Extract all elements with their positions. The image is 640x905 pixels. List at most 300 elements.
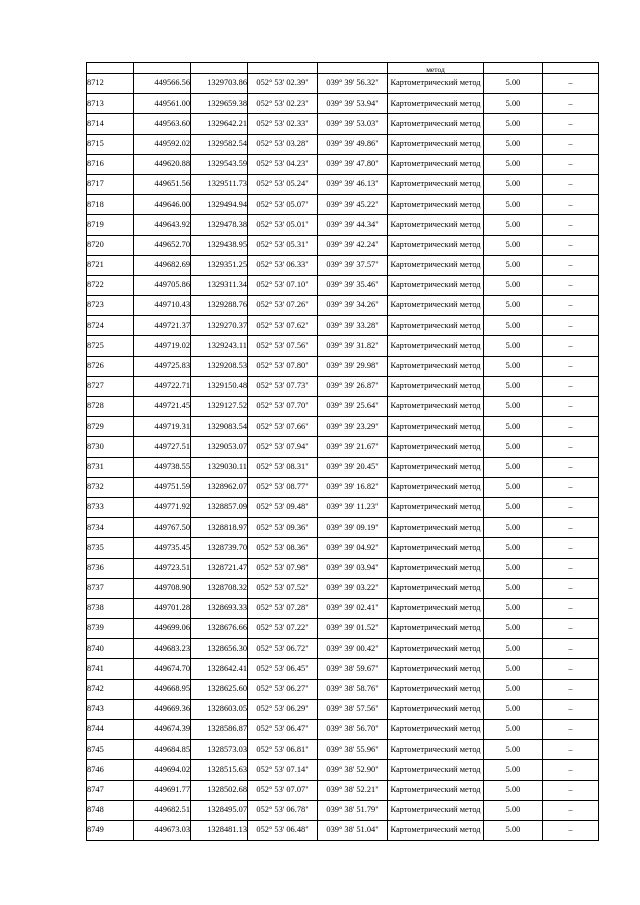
method-cell: Картометрический метод — [388, 94, 484, 114]
latitude-cell: 052° 53' 07.56" — [248, 336, 318, 356]
longitude-cell: 039° 39' 34.26" — [318, 296, 388, 316]
accuracy-cell: 5.00 — [484, 780, 543, 800]
point-number-cell: 8737 — [87, 578, 134, 598]
accuracy-cell: 5.00 — [484, 477, 543, 497]
point-number-cell: 8742 — [87, 679, 134, 699]
table-row — [87, 720, 599, 740]
method-cell: Картометрический метод — [388, 740, 484, 760]
longitude-cell: 039° 39' 09.19" — [318, 518, 388, 538]
point-number-cell: 8712 — [87, 74, 134, 94]
accuracy-cell: 5.00 — [484, 235, 543, 255]
y-coordinate-cell: 1329030.11 — [191, 457, 248, 477]
method-cell: Картометрический метод — [388, 74, 484, 94]
note-cell: – — [543, 497, 599, 517]
note-cell: – — [543, 619, 599, 639]
y-coordinate-cell: 1328515.63 — [191, 760, 248, 780]
table-row — [87, 820, 599, 840]
x-coordinate-cell: 449646.00 — [134, 195, 191, 215]
y-coordinate-cell: 1329311.34 — [191, 275, 248, 295]
x-coordinate-cell: 449735.45 — [134, 538, 191, 558]
table-row — [87, 477, 599, 497]
y-coordinate-cell: 1329270.37 — [191, 316, 248, 336]
x-coordinate-cell: 449683.23 — [134, 639, 191, 659]
point-number-cell: 8741 — [87, 659, 134, 679]
longitude-cell: 039° 39' 03.94" — [318, 558, 388, 578]
y-coordinate-cell: 1328502.68 — [191, 780, 248, 800]
table-row — [87, 235, 599, 255]
note-cell: – — [543, 598, 599, 618]
y-coordinate-cell: 1328603.05 — [191, 699, 248, 719]
table-row — [87, 659, 599, 679]
y-coordinate-cell: 1329083.54 — [191, 417, 248, 437]
latitude-cell: 052° 53' 02.39" — [248, 74, 318, 94]
longitude-cell: 039° 39' 23.29" — [318, 417, 388, 437]
table-row — [87, 780, 599, 800]
note-cell: – — [543, 94, 599, 114]
longitude-cell: 039° 39' 44.34" — [318, 215, 388, 235]
y-coordinate-cell: 1328481.13 — [191, 820, 248, 840]
y-coordinate-cell: 1329703.86 — [191, 74, 248, 94]
method-cell: Картометрический метод — [388, 578, 484, 598]
y-coordinate-cell: 1328676.66 — [191, 619, 248, 639]
x-coordinate-cell: 449674.70 — [134, 659, 191, 679]
longitude-cell: 039° 38' 57.56" — [318, 699, 388, 719]
longitude-cell: 039° 38' 51.04" — [318, 820, 388, 840]
table-row — [87, 255, 599, 275]
table-row — [87, 74, 599, 94]
y-coordinate-cell: 1329150.48 — [191, 376, 248, 396]
accuracy-cell: 5.00 — [484, 659, 543, 679]
point-number-cell: 8727 — [87, 376, 134, 396]
table-row — [87, 679, 599, 699]
point-number-cell: 8717 — [87, 174, 134, 194]
table-row — [87, 397, 599, 417]
y-coordinate-cell: 1329208.53 — [191, 356, 248, 376]
point-number-cell: 8733 — [87, 497, 134, 517]
longitude-cell: 039° 39' 46.13" — [318, 174, 388, 194]
method-cell: Картометрический метод — [388, 215, 484, 235]
latitude-cell: 052° 53' 07.66" — [248, 417, 318, 437]
y-coordinate-cell: 1328495.07 — [191, 800, 248, 820]
latitude-cell: 052° 53' 05.07" — [248, 195, 318, 215]
note-cell: – — [543, 679, 599, 699]
point-number-cell: 8739 — [87, 619, 134, 639]
method-cell: Картометрический метод — [388, 336, 484, 356]
latitude-cell: 052° 53' 07.52" — [248, 578, 318, 598]
longitude-cell: 039° 39' 00.42" — [318, 639, 388, 659]
accuracy-cell: 5.00 — [484, 316, 543, 336]
method-cell: Картометрический метод — [388, 457, 484, 477]
accuracy-cell: 5.00 — [484, 195, 543, 215]
accuracy-cell: 5.00 — [484, 679, 543, 699]
note-cell: – — [543, 296, 599, 316]
table-row — [87, 94, 599, 114]
accuracy-cell: 5.00 — [484, 417, 543, 437]
longitude-cell: 039° 39' 04.92" — [318, 538, 388, 558]
accuracy-cell: 5.00 — [484, 518, 543, 538]
continuation-row — [87, 63, 599, 74]
table-row — [87, 114, 599, 134]
longitude-cell: 039° 39' 26.87" — [318, 376, 388, 396]
x-coordinate-cell: 449719.31 — [134, 417, 191, 437]
accuracy-cell: 5.00 — [484, 639, 543, 659]
table-row — [87, 275, 599, 295]
point-number-cell: 8731 — [87, 457, 134, 477]
x-coordinate-cell: 449620.88 — [134, 154, 191, 174]
table-row — [87, 639, 599, 659]
latitude-cell: 052° 53' 07.26" — [248, 296, 318, 316]
point-number-cell: 8722 — [87, 275, 134, 295]
x-coordinate-cell: 449710.43 — [134, 296, 191, 316]
point-number-cell: 8725 — [87, 336, 134, 356]
accuracy-cell: 5.00 — [484, 174, 543, 194]
note-cell: – — [543, 356, 599, 376]
y-coordinate-cell: 1329288.76 — [191, 296, 248, 316]
accuracy-cell: 5.00 — [484, 215, 543, 235]
point-number-cell: 8729 — [87, 417, 134, 437]
y-coordinate-cell: 1328721.47 — [191, 558, 248, 578]
accuracy-cell: 5.00 — [484, 296, 543, 316]
longitude-cell: 039° 39' 35.46" — [318, 275, 388, 295]
latitude-cell: 052° 53' 06.81" — [248, 740, 318, 760]
point-number-cell: 8736 — [87, 558, 134, 578]
longitude-cell: 039° 38' 52.21" — [318, 780, 388, 800]
longitude-cell: 039° 39' 53.03" — [318, 114, 388, 134]
longitude-cell: 039° 38' 51.79" — [318, 800, 388, 820]
method-cell: Картометрический метод — [388, 518, 484, 538]
method-cell: Картометрический метод — [388, 356, 484, 376]
point-number-cell: 8740 — [87, 639, 134, 659]
method-cell: Картометрический метод — [388, 134, 484, 154]
note-cell: – — [543, 699, 599, 719]
x-coordinate-cell: 449668.95 — [134, 679, 191, 699]
table-row — [87, 740, 599, 760]
accuracy-cell: 5.00 — [484, 619, 543, 639]
accuracy-cell: 5.00 — [484, 437, 543, 457]
point-number-cell: 8714 — [87, 114, 134, 134]
table-cell — [484, 63, 543, 74]
accuracy-cell: 5.00 — [484, 255, 543, 275]
note-cell: – — [543, 720, 599, 740]
table-cell — [543, 63, 599, 74]
method-cell: Картометрический метод — [388, 437, 484, 457]
latitude-cell: 052° 53' 07.07" — [248, 780, 318, 800]
y-coordinate-cell: 1328625.60 — [191, 679, 248, 699]
note-cell: – — [543, 154, 599, 174]
longitude-cell: 039° 39' 02.41" — [318, 598, 388, 618]
latitude-cell: 052° 53' 06.29" — [248, 699, 318, 719]
latitude-cell: 052° 53' 08.31" — [248, 457, 318, 477]
note-cell: – — [543, 760, 599, 780]
latitude-cell: 052° 53' 07.98" — [248, 558, 318, 578]
x-coordinate-cell: 449727.51 — [134, 437, 191, 457]
point-number-cell: 8745 — [87, 740, 134, 760]
method-cell: Картометрический метод — [388, 619, 484, 639]
table-row — [87, 376, 599, 396]
method-cell: Картометрический метод — [388, 699, 484, 719]
table-row — [87, 457, 599, 477]
note-cell: – — [543, 376, 599, 396]
note-cell: – — [543, 235, 599, 255]
note-cell: – — [543, 275, 599, 295]
table-row — [87, 699, 599, 719]
table-row — [87, 195, 599, 215]
accuracy-cell: 5.00 — [484, 760, 543, 780]
method-cell: метод — [388, 63, 484, 74]
x-coordinate-cell: 449725.83 — [134, 356, 191, 376]
y-coordinate-cell: 1329543.59 — [191, 154, 248, 174]
x-coordinate-cell: 449643.92 — [134, 215, 191, 235]
coordinates-table — [86, 62, 599, 841]
point-number-cell: 8734 — [87, 518, 134, 538]
method-cell: Картометрический метод — [388, 376, 484, 396]
note-cell: – — [543, 457, 599, 477]
accuracy-cell: 5.00 — [484, 114, 543, 134]
y-coordinate-cell: 1329478.38 — [191, 215, 248, 235]
table-row — [87, 619, 599, 639]
point-number-cell: 8720 — [87, 235, 134, 255]
x-coordinate-cell: 449708.90 — [134, 578, 191, 598]
longitude-cell: 039° 38' 52.90" — [318, 760, 388, 780]
longitude-cell: 039° 39' 20.45" — [318, 457, 388, 477]
accuracy-cell: 5.00 — [484, 497, 543, 517]
latitude-cell: 052° 53' 07.70" — [248, 397, 318, 417]
method-cell: Картометрический метод — [388, 316, 484, 336]
table-row — [87, 134, 599, 154]
point-number-cell: 8724 — [87, 316, 134, 336]
y-coordinate-cell: 1329438.95 — [191, 235, 248, 255]
point-number-cell: 8749 — [87, 820, 134, 840]
longitude-cell: 039° 38' 56.70" — [318, 720, 388, 740]
method-cell: Картометрический метод — [388, 417, 484, 437]
latitude-cell: 052° 53' 06.78" — [248, 800, 318, 820]
y-coordinate-cell: 1328656.30 — [191, 639, 248, 659]
point-number-cell: 8716 — [87, 154, 134, 174]
x-coordinate-cell: 449699.06 — [134, 619, 191, 639]
latitude-cell: 052° 53' 07.10" — [248, 275, 318, 295]
point-number-cell: 8715 — [87, 134, 134, 154]
note-cell: – — [543, 74, 599, 94]
y-coordinate-cell: 1328857.09 — [191, 497, 248, 517]
x-coordinate-cell: 449566.56 — [134, 74, 191, 94]
longitude-cell: 039° 39' 11.23" — [318, 497, 388, 517]
accuracy-cell: 5.00 — [484, 275, 543, 295]
y-coordinate-cell: 1328586.87 — [191, 720, 248, 740]
latitude-cell: 052° 53' 07.22" — [248, 619, 318, 639]
note-cell: – — [543, 397, 599, 417]
accuracy-cell: 5.00 — [484, 820, 543, 840]
accuracy-cell: 5.00 — [484, 558, 543, 578]
note-cell: – — [543, 255, 599, 275]
note-cell: – — [543, 659, 599, 679]
note-cell: – — [543, 417, 599, 437]
accuracy-cell: 5.00 — [484, 376, 543, 396]
y-coordinate-cell: 1328573.03 — [191, 740, 248, 760]
longitude-cell: 039° 38' 59.67" — [318, 659, 388, 679]
point-number-cell: 8719 — [87, 215, 134, 235]
accuracy-cell: 5.00 — [484, 457, 543, 477]
note-cell: – — [543, 477, 599, 497]
y-coordinate-cell: 1329582.54 — [191, 134, 248, 154]
accuracy-cell: 5.00 — [484, 356, 543, 376]
accuracy-cell: 5.00 — [484, 740, 543, 760]
accuracy-cell: 5.00 — [484, 598, 543, 618]
method-cell: Картометрический метод — [388, 255, 484, 275]
longitude-cell: 039° 39' 45.22" — [318, 195, 388, 215]
method-cell: Картометрический метод — [388, 659, 484, 679]
note-cell: – — [543, 134, 599, 154]
note-cell: – — [543, 800, 599, 820]
y-coordinate-cell: 1328962.07 — [191, 477, 248, 497]
table-row — [87, 215, 599, 235]
latitude-cell: 052° 53' 06.48" — [248, 820, 318, 840]
method-cell: Картометрический метод — [388, 558, 484, 578]
latitude-cell: 052° 53' 06.45" — [248, 659, 318, 679]
table-row — [87, 800, 599, 820]
table-row — [87, 497, 599, 517]
point-number-cell: 8744 — [87, 720, 134, 740]
latitude-cell: 052° 53' 07.80" — [248, 356, 318, 376]
table-cell — [191, 63, 248, 74]
table-row — [87, 417, 599, 437]
point-number-cell: 8721 — [87, 255, 134, 275]
longitude-cell: 039° 39' 03.22" — [318, 578, 388, 598]
table-row — [87, 538, 599, 558]
method-cell: Картометрический метод — [388, 538, 484, 558]
table-cell — [87, 63, 134, 74]
table-cell — [134, 63, 191, 74]
x-coordinate-cell: 449767.50 — [134, 518, 191, 538]
method-cell: Картометрический метод — [388, 477, 484, 497]
y-coordinate-cell: 1328693.33 — [191, 598, 248, 618]
table-cell — [248, 63, 318, 74]
x-coordinate-cell: 449721.37 — [134, 316, 191, 336]
point-number-cell: 8728 — [87, 397, 134, 417]
accuracy-cell: 5.00 — [484, 578, 543, 598]
accuracy-cell: 5.00 — [484, 336, 543, 356]
longitude-cell: 039° 39' 29.98" — [318, 356, 388, 376]
point-number-cell: 8735 — [87, 538, 134, 558]
point-number-cell: 8738 — [87, 598, 134, 618]
point-number-cell: 8747 — [87, 780, 134, 800]
longitude-cell: 039° 39' 49.86" — [318, 134, 388, 154]
note-cell: – — [543, 174, 599, 194]
latitude-cell: 052° 53' 08.36" — [248, 538, 318, 558]
latitude-cell: 052° 53' 09.48" — [248, 497, 318, 517]
y-coordinate-cell: 1329511.73 — [191, 174, 248, 194]
x-coordinate-cell: 449592.02 — [134, 134, 191, 154]
x-coordinate-cell: 449723.51 — [134, 558, 191, 578]
latitude-cell: 052° 53' 07.14" — [248, 760, 318, 780]
longitude-cell: 039° 38' 58.76" — [318, 679, 388, 699]
longitude-cell: 039° 39' 31.82" — [318, 336, 388, 356]
y-coordinate-cell: 1329642.21 — [191, 114, 248, 134]
point-number-cell: 8718 — [87, 195, 134, 215]
point-number-cell: 8746 — [87, 760, 134, 780]
longitude-cell: 039° 39' 53.94" — [318, 94, 388, 114]
accuracy-cell: 5.00 — [484, 154, 543, 174]
table-row — [87, 558, 599, 578]
accuracy-cell: 5.00 — [484, 397, 543, 417]
table-body — [87, 63, 599, 841]
method-cell: Картометрический метод — [388, 397, 484, 417]
latitude-cell: 052° 53' 07.94" — [248, 437, 318, 457]
point-number-cell: 8748 — [87, 800, 134, 820]
x-coordinate-cell: 449563.60 — [134, 114, 191, 134]
note-cell: – — [543, 820, 599, 840]
latitude-cell: 052° 53' 02.23" — [248, 94, 318, 114]
note-cell: – — [543, 114, 599, 134]
method-cell: Картометрический метод — [388, 275, 484, 295]
x-coordinate-cell: 449684.85 — [134, 740, 191, 760]
x-coordinate-cell: 449682.51 — [134, 800, 191, 820]
method-cell: Картометрический метод — [388, 296, 484, 316]
note-cell: – — [543, 558, 599, 578]
note-cell: – — [543, 215, 599, 235]
table-row — [87, 598, 599, 618]
longitude-cell: 039° 39' 37.57" — [318, 255, 388, 275]
longitude-cell: 039° 39' 25.64" — [318, 397, 388, 417]
latitude-cell: 052° 53' 07.73" — [248, 376, 318, 396]
y-coordinate-cell: 1329243.11 — [191, 336, 248, 356]
x-coordinate-cell: 449771.92 — [134, 497, 191, 517]
method-cell: Картометрический метод — [388, 497, 484, 517]
latitude-cell: 052° 53' 04.23" — [248, 154, 318, 174]
x-coordinate-cell: 449669.36 — [134, 699, 191, 719]
x-coordinate-cell: 449674.39 — [134, 720, 191, 740]
longitude-cell: 039° 39' 01.52" — [318, 619, 388, 639]
longitude-cell: 039° 39' 42.24" — [318, 235, 388, 255]
point-number-cell: 8743 — [87, 699, 134, 719]
accuracy-cell: 5.00 — [484, 134, 543, 154]
point-number-cell: 8732 — [87, 477, 134, 497]
y-coordinate-cell: 1328818.97 — [191, 518, 248, 538]
point-number-cell: 8730 — [87, 437, 134, 457]
x-coordinate-cell: 449738.55 — [134, 457, 191, 477]
latitude-cell: 052° 53' 05.01" — [248, 215, 318, 235]
y-coordinate-cell: 1328642.41 — [191, 659, 248, 679]
method-cell: Картометрический метод — [388, 174, 484, 194]
note-cell: – — [543, 740, 599, 760]
note-cell: – — [543, 538, 599, 558]
method-cell: Картометрический метод — [388, 235, 484, 255]
table-row — [87, 174, 599, 194]
table-row — [87, 518, 599, 538]
note-cell: – — [543, 578, 599, 598]
y-coordinate-cell: 1328708.32 — [191, 578, 248, 598]
longitude-cell: 039° 39' 56.32" — [318, 74, 388, 94]
table-cell — [318, 63, 388, 74]
table-row — [87, 437, 599, 457]
longitude-cell: 039° 39' 33.28" — [318, 316, 388, 336]
latitude-cell: 052° 53' 06.27" — [248, 679, 318, 699]
accuracy-cell: 5.00 — [484, 538, 543, 558]
y-coordinate-cell: 1329351.25 — [191, 255, 248, 275]
point-number-cell: 8723 — [87, 296, 134, 316]
latitude-cell: 052° 53' 05.24" — [248, 174, 318, 194]
note-cell: – — [543, 518, 599, 538]
accuracy-cell: 5.00 — [484, 699, 543, 719]
method-cell: Картометрический метод — [388, 800, 484, 820]
note-cell: – — [543, 336, 599, 356]
y-coordinate-cell: 1329659.38 — [191, 94, 248, 114]
latitude-cell: 052° 53' 08.77" — [248, 477, 318, 497]
method-cell: Картометрический метод — [388, 195, 484, 215]
accuracy-cell: 5.00 — [484, 720, 543, 740]
method-cell: Картометрический метод — [388, 820, 484, 840]
method-cell: Картометрический метод — [388, 639, 484, 659]
method-cell: Картометрический метод — [388, 154, 484, 174]
